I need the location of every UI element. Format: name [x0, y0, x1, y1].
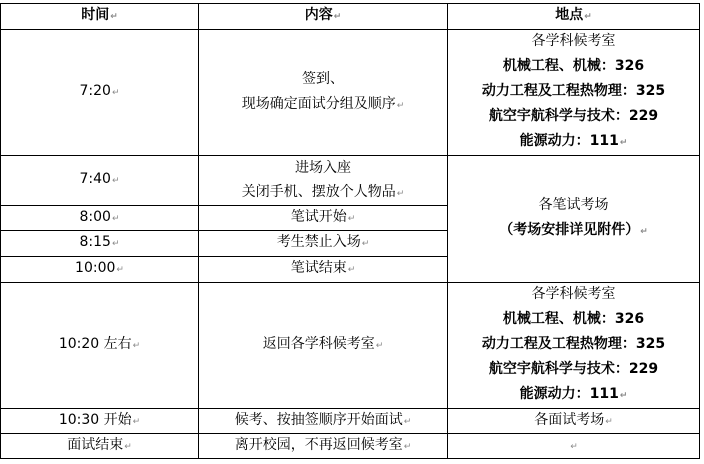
content-cell: 候考、按抽签顺序开始面试↵ — [234, 411, 412, 428]
header-content: 内容↵ — [304, 7, 342, 23]
location-interview: 各面试考场↵ — [534, 411, 613, 428]
header-time: 时间↵ — [81, 7, 118, 23]
time-cell: 10:20 左右↵ — [58, 336, 141, 352]
location-written-exam: 各笔试考场 （考场安排详见附件）↵ — [499, 197, 648, 238]
time-cell: 7:40↵ — [79, 171, 120, 187]
location-waiting-rooms: 各学科候考室 机械工程、机械：326 动力工程及工程热物理：325 航空宇航科学与技术：229 能源动力：111↵ — [481, 286, 666, 402]
content-cell: 进场入座 关闭手机、摆放个人物品↵ — [241, 159, 405, 200]
header-location: 地点↵ — [555, 7, 592, 23]
time-cell: 8:15↵ — [79, 234, 120, 250]
content-cell: 笔试开始↵ — [290, 208, 356, 225]
time-cell: 面试结束↵ — [67, 436, 132, 453]
time-cell: 10:00↵ — [75, 260, 124, 276]
location-empty: ↵ — [570, 441, 578, 452]
location-waiting-rooms: 各学科候考室 机械工程、机械：326 动力工程及工程热物理：325 航空宇航科学与技术：229 能源动力：111↵ — [481, 33, 666, 149]
time-cell: 8:00↵ — [79, 208, 120, 225]
content-cell: 离开校园，不再返回候考室↵ — [234, 436, 412, 453]
time-cell: 10:30 开始↵ — [58, 411, 141, 428]
content-cell: 笔试结束↵ — [290, 260, 356, 276]
content-cell: 签到、 现场确定面试分组及顺序↵ — [241, 70, 405, 112]
content-cell: 考生禁止入场↵ — [276, 234, 370, 250]
time-cell: 7:20↵ — [79, 83, 120, 99]
content-cell: 返回各学科候考室↵ — [262, 336, 384, 352]
table-border — [699, 3, 700, 459]
